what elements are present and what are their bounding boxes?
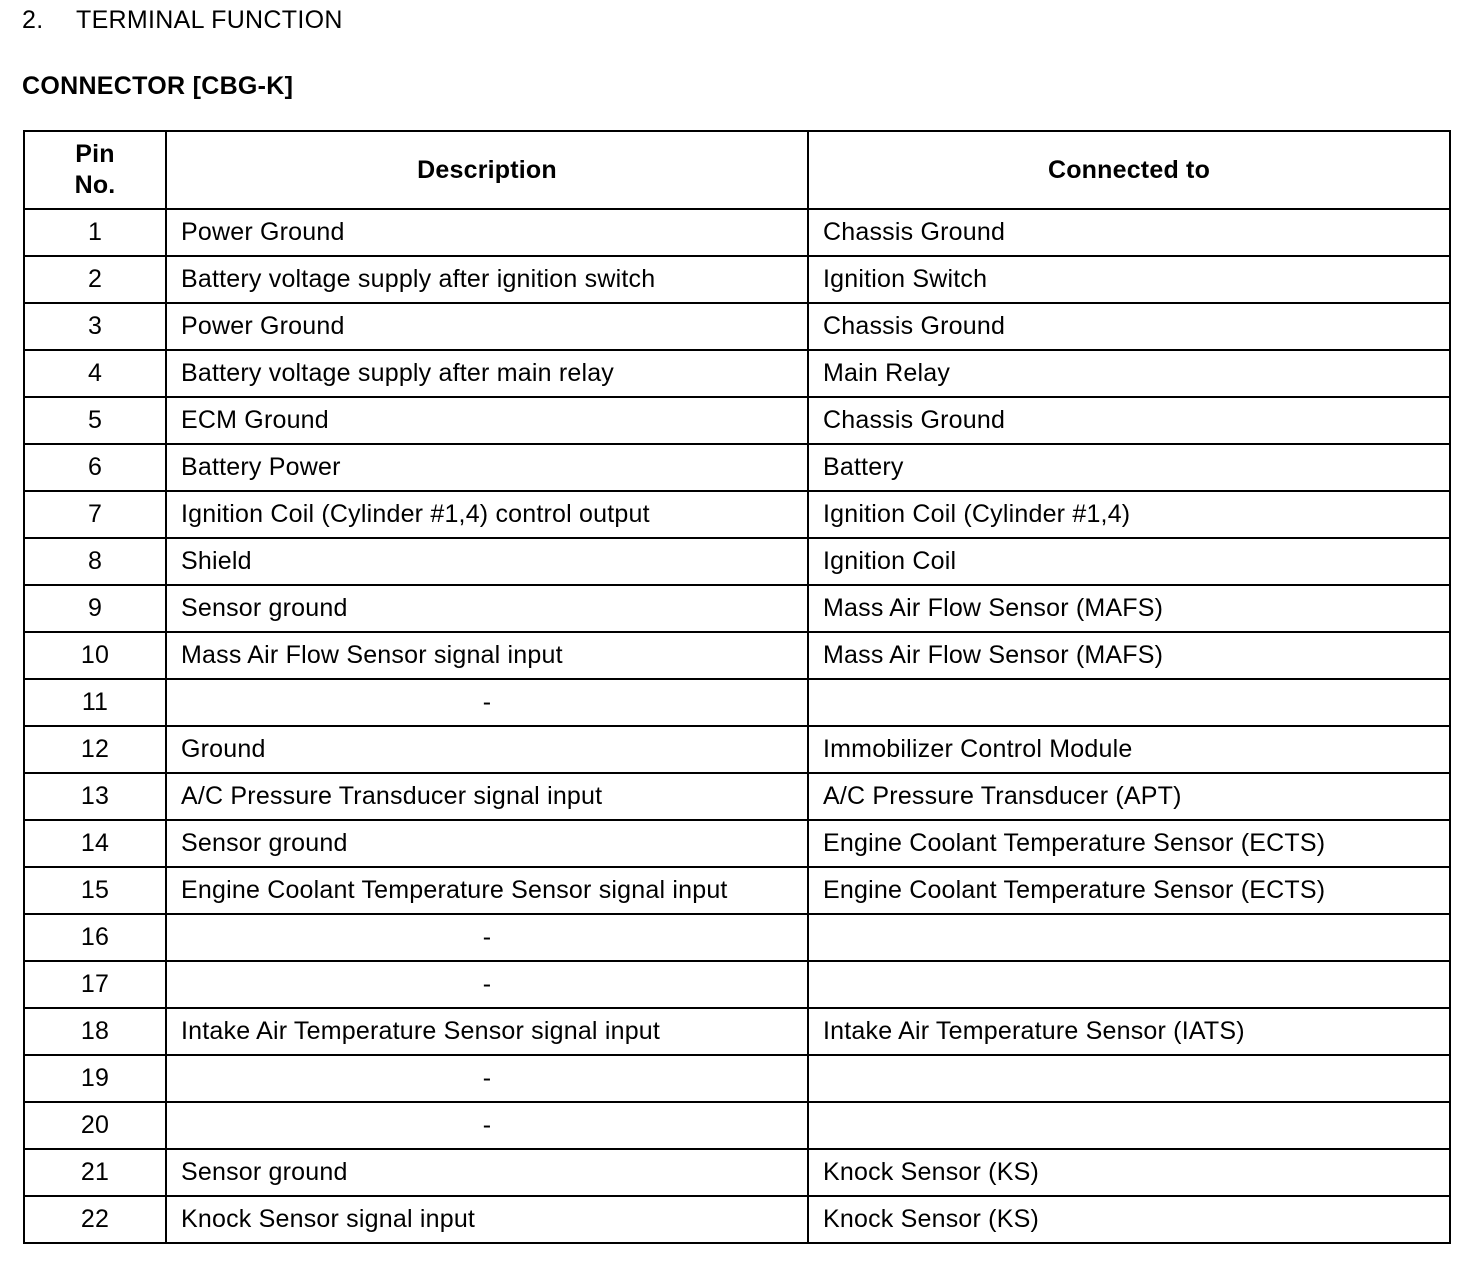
table-row (24, 867, 1450, 914)
pin-number-cell: 19 (24, 1055, 166, 1102)
table-body (24, 209, 1450, 1243)
pin-number-cell: 3 (24, 303, 166, 350)
pin-number-cell: 2 (24, 256, 166, 303)
header-description: Description (166, 131, 808, 209)
description-cell: - (166, 679, 808, 726)
description-cell: Ground (166, 726, 808, 773)
description-cell: - (166, 914, 808, 961)
description-cell: Sensor ground (166, 585, 808, 632)
connected-to-cell: Chassis Ground (808, 209, 1450, 256)
description-cell: Engine Coolant Temperature Sensor signal input (166, 867, 808, 914)
table-row (24, 1008, 1450, 1055)
description-cell: - (166, 1102, 808, 1149)
pin-number-cell: 8 (24, 538, 166, 585)
description-cell: Battery voltage supply after main relay (166, 350, 808, 397)
description-cell: A/C Pressure Transducer signal input (166, 773, 808, 820)
pin-number-cell: 22 (24, 1196, 166, 1243)
connected-to-cell: Engine Coolant Temperature Sensor (ECTS) (808, 820, 1450, 867)
table-row (24, 538, 1450, 585)
pin-number-cell: 20 (24, 1102, 166, 1149)
pin-number-cell: 4 (24, 350, 166, 397)
connected-to-cell (808, 914, 1450, 961)
description-cell: Power Ground (166, 303, 808, 350)
connected-to-cell: Engine Coolant Temperature Sensor (ECTS) (808, 867, 1450, 914)
description-cell: Intake Air Temperature Sensor signal input (166, 1008, 808, 1055)
pin-number-cell: 7 (24, 491, 166, 538)
connected-to-cell: Mass Air Flow Sensor (MAFS) (808, 585, 1450, 632)
pin-number-cell: 10 (24, 632, 166, 679)
connected-to-cell: Ignition Switch (808, 256, 1450, 303)
table-row (24, 585, 1450, 632)
header-pin-line2: No. (74, 171, 116, 199)
table-row (24, 303, 1450, 350)
header-pin-line1: Pin (75, 140, 115, 168)
pin-number-cell: 21 (24, 1149, 166, 1196)
connected-to-cell: Mass Air Flow Sensor (MAFS) (808, 632, 1450, 679)
description-cell: Battery Power (166, 444, 808, 491)
connected-to-cell: Chassis Ground (808, 303, 1450, 350)
pin-number-cell: 16 (24, 914, 166, 961)
description-cell: Shield (166, 538, 808, 585)
pin-number-cell: 11 (24, 679, 166, 726)
description-cell: Knock Sensor signal input (166, 1196, 808, 1243)
table-row (24, 773, 1450, 820)
table-row (24, 491, 1450, 538)
connected-to-cell: Battery (808, 444, 1450, 491)
description-cell: ECM Ground (166, 397, 808, 444)
table-row (24, 1102, 1450, 1149)
description-cell: Battery voltage supply after ignition switch (166, 256, 808, 303)
section-heading (22, 6, 343, 35)
table-row (24, 256, 1450, 303)
header-connected-to: Connected to (808, 131, 1450, 209)
table-row (24, 444, 1450, 491)
section-title: TERMINAL FUNCTION (76, 6, 343, 34)
table-row (24, 1149, 1450, 1196)
table-row (24, 632, 1450, 679)
table-row (24, 350, 1450, 397)
table-row (24, 961, 1450, 1008)
table-header-row (24, 131, 1450, 209)
pin-number-cell: 17 (24, 961, 166, 1008)
description-cell: - (166, 961, 808, 1008)
table-row (24, 209, 1450, 256)
connected-to-cell: Immobilizer Control Module (808, 726, 1450, 773)
connected-to-cell (808, 1102, 1450, 1149)
table-row (24, 1055, 1450, 1102)
table-row (24, 397, 1450, 444)
connected-to-cell: Knock Sensor (KS) (808, 1196, 1450, 1243)
pin-number-cell: 13 (24, 773, 166, 820)
table-row (24, 679, 1450, 726)
connected-to-cell (808, 961, 1450, 1008)
connected-to-cell: Knock Sensor (KS) (808, 1149, 1450, 1196)
description-cell: Mass Air Flow Sensor signal input (166, 632, 808, 679)
description-cell: Sensor ground (166, 1149, 808, 1196)
pin-number-cell: 5 (24, 397, 166, 444)
connected-to-cell: Ignition Coil (808, 538, 1450, 585)
description-cell: Sensor ground (166, 820, 808, 867)
connected-to-cell: A/C Pressure Transducer (APT) (808, 773, 1450, 820)
table-row (24, 726, 1450, 773)
table-row (24, 820, 1450, 867)
header-pin-no (24, 131, 166, 209)
pin-number-cell: 18 (24, 1008, 166, 1055)
pin-number-cell: 12 (24, 726, 166, 773)
pin-number-cell: 15 (24, 867, 166, 914)
connected-to-cell (808, 679, 1450, 726)
section-number: 2. (22, 6, 44, 34)
description-cell: Power Ground (166, 209, 808, 256)
connected-to-cell: Ignition Coil (Cylinder #1,4) (808, 491, 1450, 538)
pin-number-cell: 9 (24, 585, 166, 632)
connected-to-cell: Intake Air Temperature Sensor (IATS) (808, 1008, 1450, 1055)
table-row (24, 1196, 1450, 1243)
description-cell: Ignition Coil (Cylinder #1,4) control output (166, 491, 808, 538)
description-cell: - (166, 1055, 808, 1102)
table-row (24, 914, 1450, 961)
connected-to-cell (808, 1055, 1450, 1102)
pin-number-cell: 14 (24, 820, 166, 867)
connector-title: CONNECTOR [CBG-K] (22, 72, 294, 100)
terminal-function-table (23, 130, 1451, 1244)
connected-to-cell: Main Relay (808, 350, 1450, 397)
pin-number-cell: 6 (24, 444, 166, 491)
connected-to-cell: Chassis Ground (808, 397, 1450, 444)
pin-number-cell: 1 (24, 209, 166, 256)
